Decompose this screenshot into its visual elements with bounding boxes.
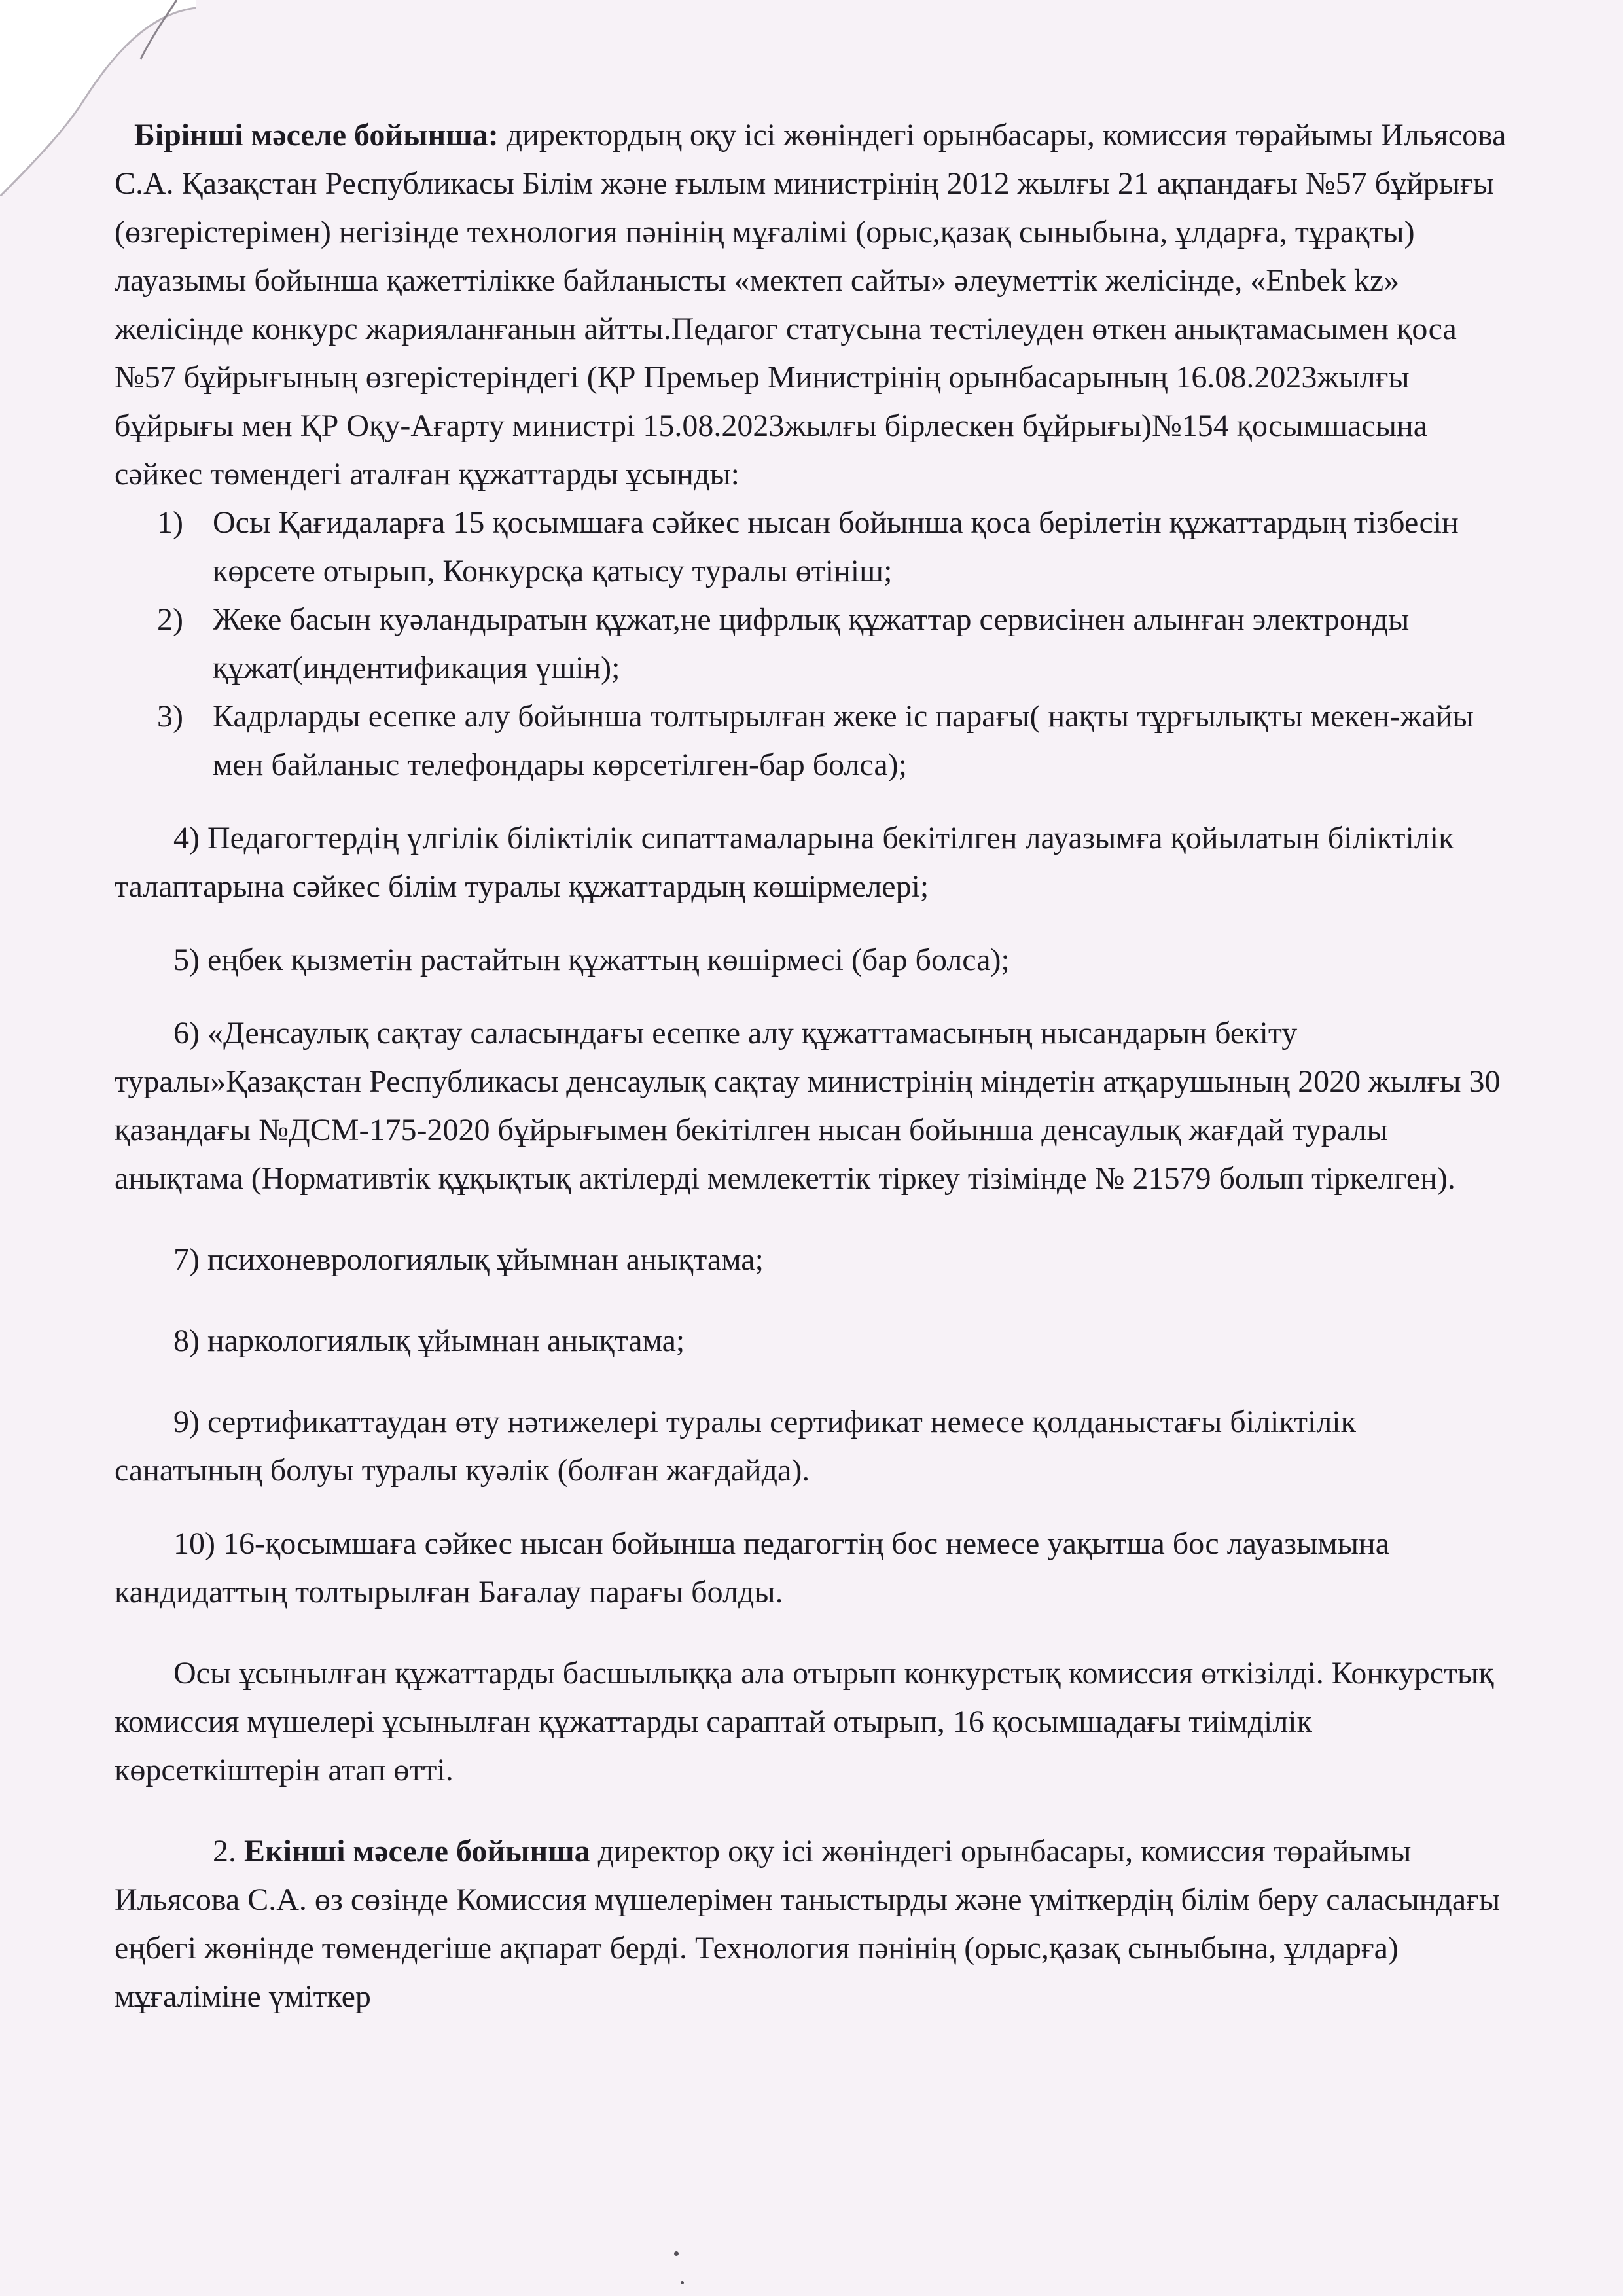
second-question-heading: Екінші мәселе бойынша (244, 1834, 590, 1869)
list-item-number: 2) (157, 602, 183, 637)
list-item-8: 8) наркологиялық ұйымнан анықтама; (173, 1323, 685, 1358)
paragraph-second-question (115, 1827, 1508, 2021)
list-item-text: Жеке басын куәландыратын құжат,не цифрлық құжаттар сервисінен алынған электронды құжат(индентификация үшін); (213, 602, 1410, 685)
list-item-6: 6) «Денсаулық сақтау саласындағы есепке алу құжаттамасының нысандарын бекіту туралы»Қазақстан Республикасы денсаулық сақтау министрінің міндетін атқарушының 2020 жылғы 30 қазандағы №ДСМ-175-2020 бұйрығымен бекітілген нысан бойынша денсаулық жағдай туралы анықтама (Нормативтік құқықтық актілерді мемлекеттік тіркеу тізімінде № 21579 болып тіркелген). (115, 1016, 1501, 1196)
list-item-2 (157, 596, 1508, 692)
second-question-number: 2. (213, 1834, 244, 1869)
first-question-text: директордың оқу ісі жөніндегі орынбасары, комиссия төрайымы Ильясова С.А. Қазақстан Республикасы Білім және ғылым министрінің 2012 жылғы 21 ақпандағы №57 бұйрығы (өзгерістерімен) негізінде технология пәнінің мұғалімі (орыс,қазақ сыныбына, ұлдарға, тұрақты) лауазымы бойынша қажеттілікке байланысты «мектеп сайты» әлеуметтік желісінде, «Enbek kz» желісінде конкурс жарияланғанын айтты.Педагог статусына тестілеуден өткен анықтамасымен қоса №57 бұйрығының өзгерістеріндегі (ҚР Премьер Министрінің орынбасарының 16.08.2023жылғы бұйрығы мен ҚР Оқу-Ағарту министрі 15.08.2023жылғы бірлескен бұйрығы)№154 қосымшасына сәйкес төмендегі аталған құжаттарды ұсынды: (115, 118, 1507, 492)
list-item-text: Осы Қағидаларға 15 қосымшаға сәйкес нысан бойынша қоса берілетін құжаттардың тізбесін көрсете отырып, Конкурсқа қатысу туралы өтініш; (213, 505, 1459, 588)
list-item-text: Кадрларды есепке алу бойынша толтырылған жеке іс парағы( нақты тұрғылықты мекен-жайы мен байланыс телефондары көрсетілген-бар болса); (213, 699, 1474, 782)
first-question-heading: Бірінші мәселе бойынша: (134, 118, 499, 152)
list-item-9: 9) сертификаттаудан өту нәтижелері туралы сертификат немесе қолданыстағы біліктілік санатының болуы туралы куәлік (болған жағдайда). (115, 1405, 1356, 1488)
list-item-5: 5) еңбек қызметін растайтын құжаттың көшірмесі (бар болса); (173, 942, 1010, 977)
list-item-7: 7) психоневрологиялық ұйымнан анықтама; (173, 1242, 764, 1277)
list-item-1 (157, 499, 1508, 596)
list-item-number: 3) (157, 699, 183, 734)
list-item-3 (157, 692, 1508, 789)
list-item-10: 10) 16-қосымшаға сәйкес нысан бойынша педагогтің бос немесе уақытша бос лауазымына кандидаттың толтырылған Бағалау парағы болды. (115, 1526, 1390, 1609)
document-body (115, 111, 1508, 2021)
list-item-number: 1) (157, 505, 183, 540)
scan-speck (674, 2251, 679, 2256)
second-question-text: директор оқу ісі жөніндегі орынбасары, комиссия төрайымы Ильясова С.А. өз сөзінде Комиссия мүшелерімен таныстырды және үміткердің білім беру саласындағы еңбегі жөнінде төмендегіше ақпарат берді. Технология пәнінің (орыс,қазақ сыныбына, ұлдарға) мұғаліміне үміткер (115, 1834, 1501, 2014)
paragraph-first-question (115, 111, 1508, 499)
scan-speck (681, 2281, 684, 2284)
paragraph-commission: Осы ұсынылған құжаттарды басшылыққа ала отырып конкурстық комиссия өткізілді. Конкурстық комиссия мүшелері ұсынылған құжаттарды сараптай отырып, 16 қосымшадағы тиімділік көрсеткіштерін атап өтті. (115, 1656, 1494, 1787)
list-item-4: 4) Педагогтердің үлгілік біліктілік сипаттамаларына бекітілген лауазымға қойылатын біліктілік талаптарына сәйкес білім туралы құжаттардың көшірмелері; (115, 821, 1454, 904)
